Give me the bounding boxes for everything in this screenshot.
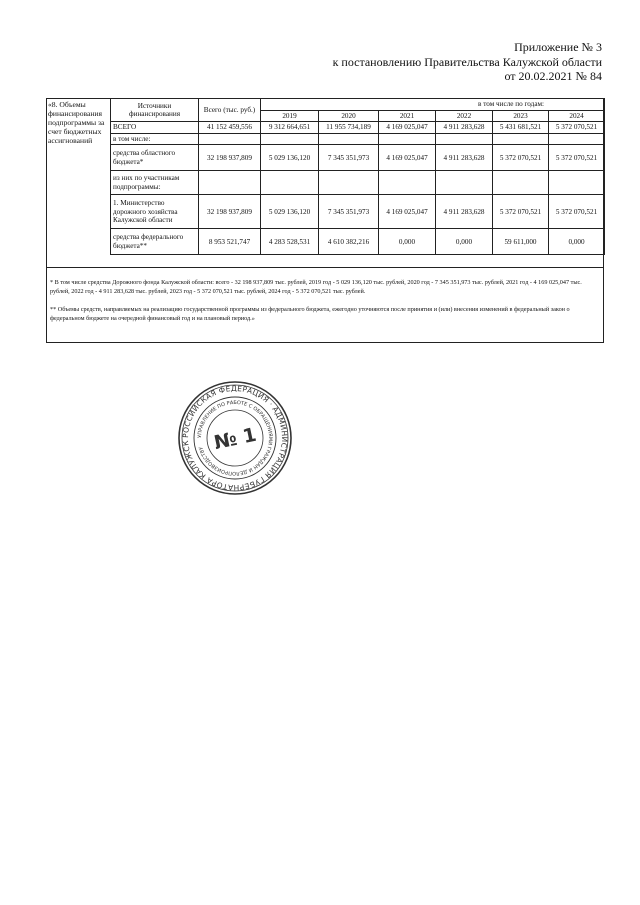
row-total [199,171,261,195]
year-header: 2023 [493,110,549,122]
cell-value: 5 029 136,120 [261,195,319,229]
cell-value: 4 169 025,047 [379,122,436,134]
cell-value: 0,000 [549,229,605,255]
col-source-header: Источники финансирования [111,99,199,122]
section-label: «8. Объемы финансирования подпрограммы за счет бюджетных ассигнований [48,100,105,145]
row-label: в том числе: [111,133,199,145]
row-label: 1. Министерство дорожного хозяйства Калужской области [111,195,199,229]
cell-value: 5 372 070,521 [549,122,605,134]
row-label: ВСЕГО [111,122,199,134]
table-row [111,171,605,195]
cell-value [261,133,319,145]
cell-value: 7 345 351,973 [319,145,379,171]
cell-value: 4 169 025,047 [379,145,436,171]
cell-value [319,171,379,195]
year-header: 2019 [261,110,319,122]
table-row [111,122,605,134]
year-header: 2020 [319,110,379,122]
seal-stamp-icon [175,378,295,498]
table-row [111,133,605,145]
financing-table [110,98,605,255]
row-label: средства федерального бюджета** [111,229,199,255]
cell-value: 4 911 283,628 [436,195,493,229]
cell-value: 9 312 664,651 [261,122,319,134]
cell-value: 11 955 734,189 [319,122,379,134]
cell-value [436,133,493,145]
cell-value [493,133,549,145]
footnote-federal: ** Объемы средств, направляемых на реализацию государственной программы из федерального бюджета, ежегодно уточняются после принятия и (или) внесения изменений в федеральный закон о федеральном бюджете на очередной финансовый год и на плановый период.» [50,305,570,323]
official-seal [175,378,295,498]
cell-value [319,133,379,145]
row-total: 41 152 459,556 [199,122,261,134]
cell-value [549,171,605,195]
table-row [111,229,605,255]
cell-value: 5 372 070,521 [493,145,549,171]
cell-value: 5 372 070,521 [493,195,549,229]
cell-value [379,171,436,195]
cell-value [261,171,319,195]
appendix-decree: к постановлению Правительства Калужской области [332,54,602,69]
year-header: 2024 [549,110,605,122]
year-header: 2021 [379,110,436,122]
seal-outer-text: РОССИЙСКАЯ ФЕДЕРАЦИЯ · АДМИНИСТРАЦИЯ ГУБЕРНАТОРА КАЛУЖСК [180,383,290,493]
row-label: средства областного бюджета* [111,145,199,171]
appendix-date: от 20.02.2021 № 84 [504,69,602,83]
seal-inner-text: УПРАВЛЕНИЕ ПО РАБОТЕ С ОБРАЩЕНИЯМИ ГРАЖДАН И ДЕЛОПРОИЗВОДСТВУ [196,399,274,477]
row-total: 32 198 937,809 [199,195,261,229]
col-years-group-header: в том числе по годам: [261,99,605,111]
appendix-header [333,40,602,84]
cell-value: 0,000 [379,229,436,255]
footnotes [50,278,600,332]
cell-value [549,133,605,145]
cell-value: 5 431 681,521 [493,122,549,134]
row-total: 32 198 937,809 [199,145,261,171]
table-header-row [111,99,605,111]
row-total [199,133,261,145]
year-header: 2022 [436,110,493,122]
row-label: из них по участникам подпрограммы: [111,171,199,195]
cell-value [379,133,436,145]
row-total: 8 953 521,747 [199,229,261,255]
cell-value: 7 345 351,973 [319,195,379,229]
cell-value: 4 169 025,047 [379,195,436,229]
appendix-number: Приложение № 3 [514,40,602,54]
cell-value: 5 372 070,521 [549,195,605,229]
seal-number: № 1 [212,423,259,455]
cell-value: 5 372 070,521 [549,145,605,171]
cell-value: 0,000 [436,229,493,255]
cell-value: 4 911 283,628 [436,122,493,134]
cell-value: 59 611,000 [493,229,549,255]
col-total-header: Всего (тыс. руб.) [199,99,261,122]
table-row [111,145,605,171]
footnote-regional: * В том числе средства Дорожного фонда Калужской области: всего - 32 198 937,809 тыс. рублей, 2019 год - 5 029 136,120 тыс. рублей, 2020 год - 7 345 351,973 тыс. рублей, 2021 год - 4 169 025,047 тыс. рублей, 2022 год - 4 911 283,628 тыс. рублей, 2023 год - 5 372 070,521 тыс. рублей, 2024 год - 5 372 070,521 тыс. рублей. [50,279,582,296]
cell-value [493,171,549,195]
cell-value: 4 283 528,531 [261,229,319,255]
cell-value: 5 029 136,120 [261,145,319,171]
table-row [111,195,605,229]
cell-value [436,171,493,195]
notes-divider [46,267,604,268]
cell-value: 4 610 382,216 [319,229,379,255]
cell-value: 4 911 283,628 [436,145,493,171]
